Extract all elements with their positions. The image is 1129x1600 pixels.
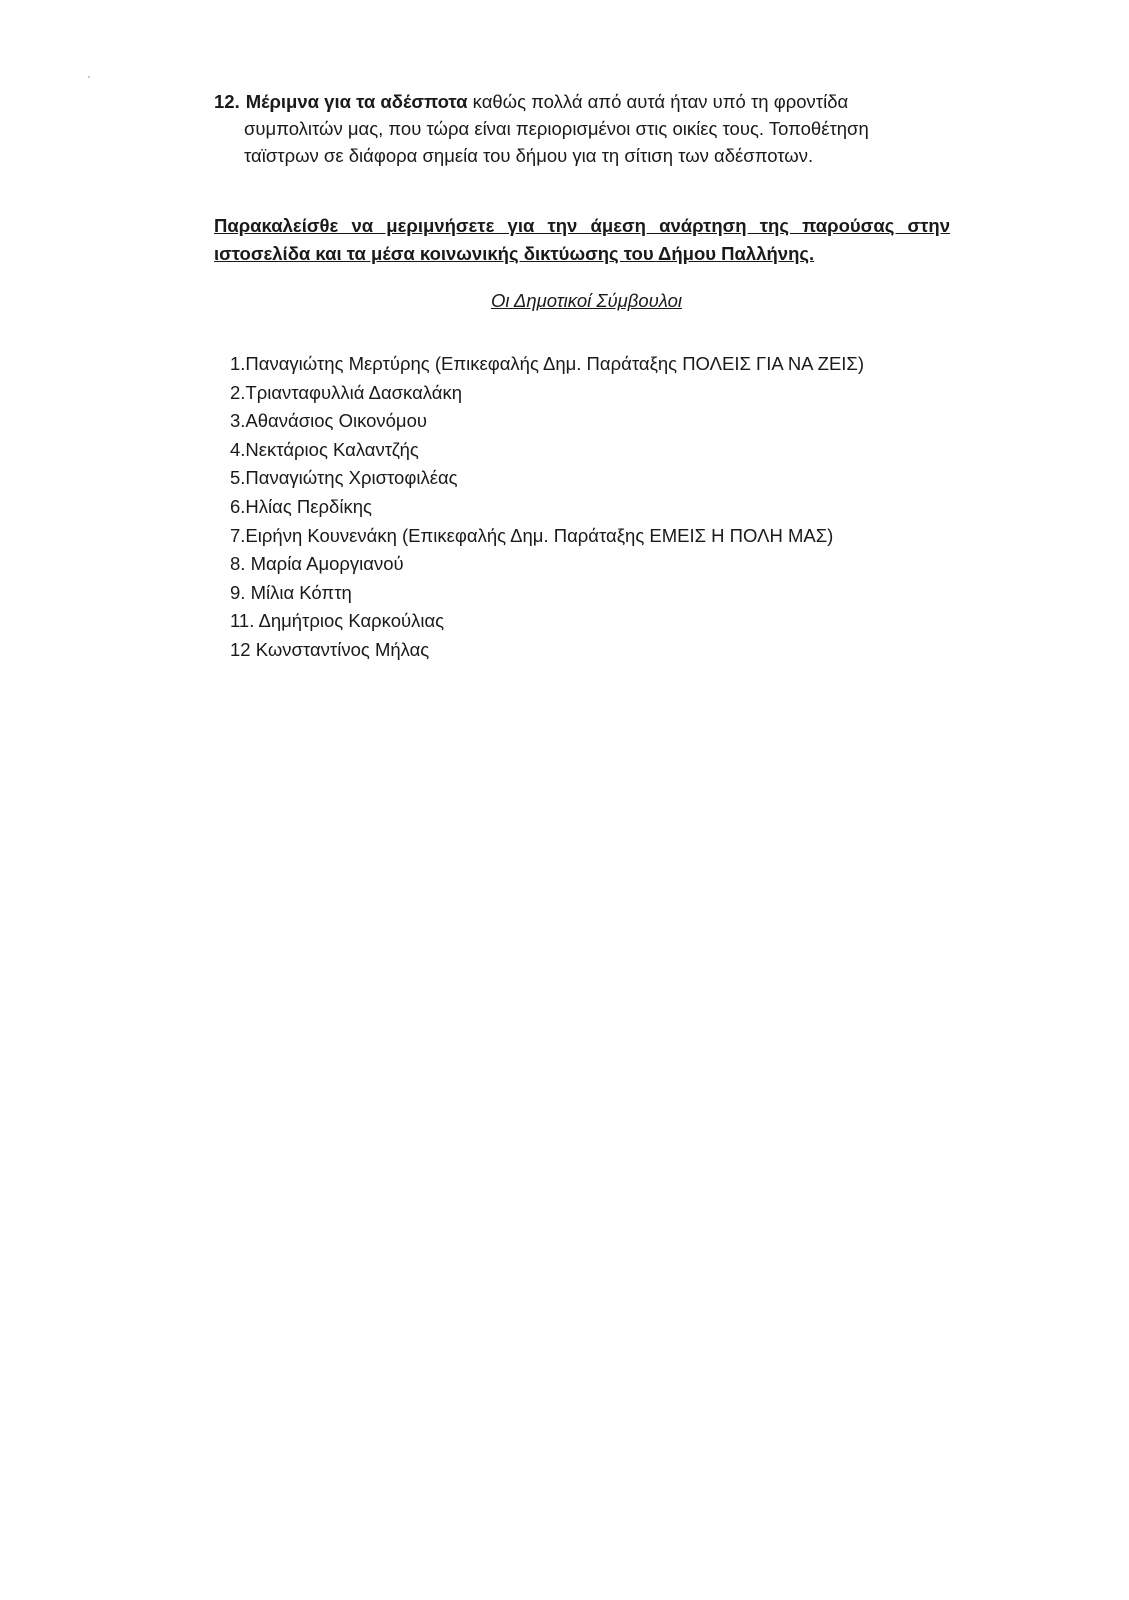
signer-item: 11. Δημήτριος Καρκούλιας	[230, 610, 445, 632]
scan-speck	[88, 76, 90, 78]
signer-item: 9. Μίλια Κόπτη	[230, 581, 352, 603]
signer-item: 6.Ηλίας Περδίκης	[230, 495, 372, 517]
signer-item: 7.Ειρήνη Κουνενάκη (Επικεφαλής Δημ. Παράταξης ΕΜΕΙΣ Η ΠΟΛΗ ΜΑΣ)	[230, 524, 834, 546]
item-number: 12.	[214, 91, 240, 112]
signer-item: 12 Κωνσταντίνος Μήλας	[230, 638, 430, 660]
signers-title	[0, 290, 1129, 312]
item-12-paragraph	[214, 88, 950, 169]
posting-request: Παρακαλείσθε να μεριμνήσετε για την άμεση ανάρτηση της παρούσας στην ιστοσελίδα και τα μέσα κοινωνικής δικτύωσης του Δήμου Παλλήνης.	[214, 215, 950, 264]
signers-list	[230, 350, 864, 665]
signer-item: 4.Νεκτάριος Καλαντζής	[230, 438, 419, 460]
signers-title-text: Οι Δημοτικοί Σύμβουλοι	[490, 290, 683, 311]
item-line1-rest: καθώς πολλά από αυτά ήταν υπό τη φροντίδα	[472, 91, 849, 112]
signer-item: 2.Τριανταφυλλιά Δασκαλάκη	[230, 381, 462, 403]
signer-item: 1.Παναγιώτης Μερτύρης (Επικεφαλής Δημ. Παράταξης ΠΟΛΕΙΣ ΓΙΑ ΝΑ ΖΕΙΣ)	[230, 353, 865, 374]
item-bold-phrase: Μέριμνα για τα αδέσποτα	[245, 91, 468, 112]
signer-item: 8. Μαρία Αμοργιανού	[230, 553, 404, 575]
signer-item: 5.Παναγιώτης Χριστοφιλέας	[230, 467, 458, 489]
item-line3: ταϊστρων σε διάφορα σημεία του δήμου για τη σίτιση των αδέσποτων.	[244, 145, 814, 166]
item-line2: συμπολιτών μας, που τώρα είναι περιορισμένοι στις οικίες τους. Τοποθέτηση	[244, 118, 869, 139]
signer-item: 3.Αθανάσιος Οικονόμου	[230, 410, 427, 432]
